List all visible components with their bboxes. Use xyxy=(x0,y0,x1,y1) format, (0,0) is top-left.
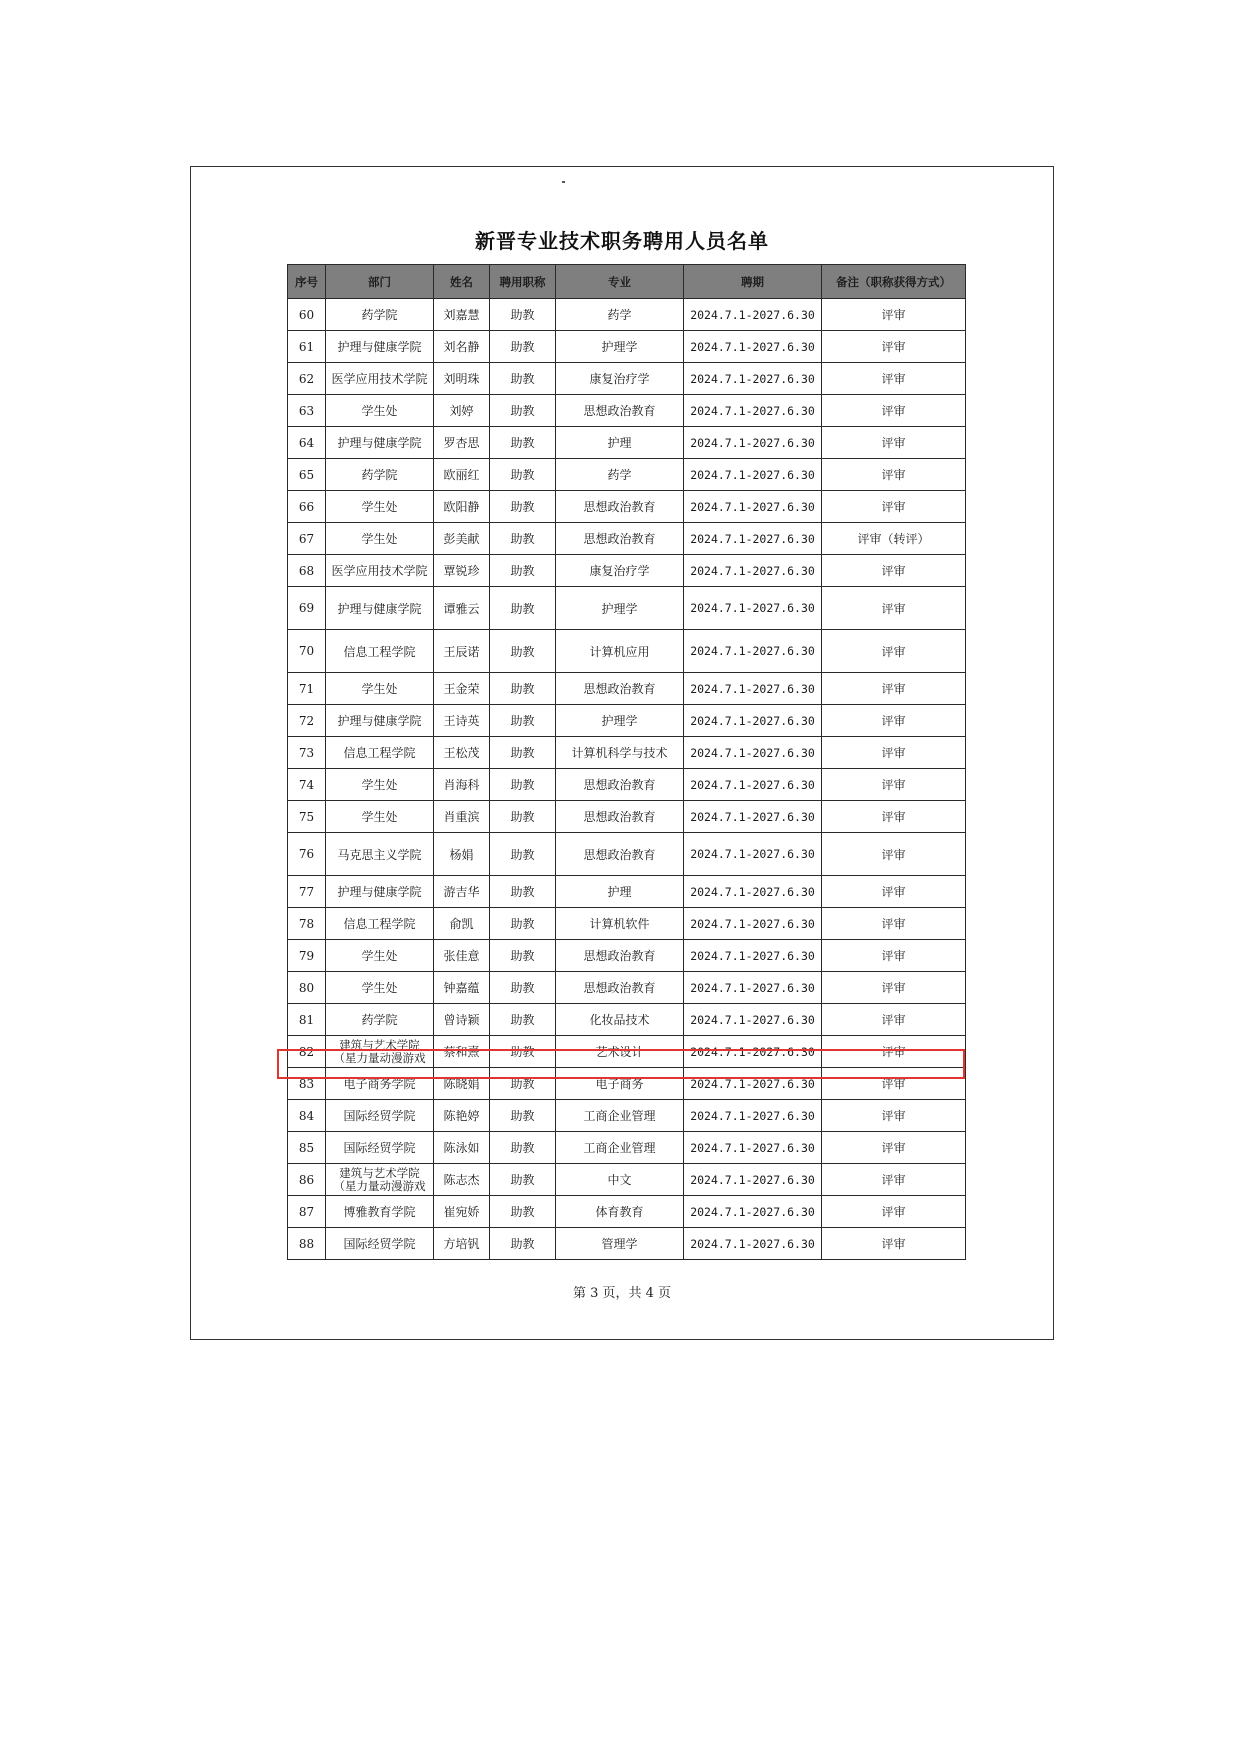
cell-period: 2024.7.1-2027.6.30 xyxy=(684,1100,822,1132)
cell-no: 86 xyxy=(288,1164,326,1196)
table-row xyxy=(288,673,966,705)
cell-department xyxy=(326,1036,434,1068)
cell-no: 62 xyxy=(288,363,326,395)
cell-department: 学生处 xyxy=(326,940,434,972)
cell-no: 84 xyxy=(288,1100,326,1132)
cell-note: 评审 xyxy=(822,1132,966,1164)
cell-department: 马克思主义学院 xyxy=(326,833,434,876)
header-department: 部门 xyxy=(326,265,434,299)
cell-title: 助教 xyxy=(490,459,556,491)
cell-name: 陈晓娟 xyxy=(434,1068,490,1100)
cell-period: 2024.7.1-2027.6.30 xyxy=(684,630,822,673)
cell-period: 2024.7.1-2027.6.30 xyxy=(684,491,822,523)
cell-period: 2024.7.1-2027.6.30 xyxy=(684,673,822,705)
cell-name: 欧阳静 xyxy=(434,491,490,523)
cell-major: 思想政治教育 xyxy=(556,491,684,523)
cell-note: 评审 xyxy=(822,833,966,876)
cell-major: 工商企业管理 xyxy=(556,1132,684,1164)
cell-no: 85 xyxy=(288,1132,326,1164)
cell-period: 2024.7.1-2027.6.30 xyxy=(684,331,822,363)
cell-title: 助教 xyxy=(490,1100,556,1132)
cell-note: 评审 xyxy=(822,1068,966,1100)
cell-no: 80 xyxy=(288,972,326,1004)
table-row xyxy=(288,555,966,587)
cell-note: 评审 xyxy=(822,1100,966,1132)
cell-title: 助教 xyxy=(490,427,556,459)
cell-note: 评审 xyxy=(822,555,966,587)
cell-period: 2024.7.1-2027.6.30 xyxy=(684,737,822,769)
cell-name: 罗杏思 xyxy=(434,427,490,459)
cell-note: 评审 xyxy=(822,737,966,769)
cell-title: 助教 xyxy=(490,299,556,331)
cell-no: 72 xyxy=(288,705,326,737)
cell-major: 康复治疗学 xyxy=(556,363,684,395)
cell-note: 评审 xyxy=(822,1164,966,1196)
cell-period: 2024.7.1-2027.6.30 xyxy=(684,876,822,908)
cell-no: 69 xyxy=(288,587,326,630)
table-row xyxy=(288,1068,966,1100)
cell-major: 思想政治教育 xyxy=(556,940,684,972)
cell-note: 评审 xyxy=(822,705,966,737)
cell-note: 评审 xyxy=(822,1036,966,1068)
cell-department: 信息工程学院 xyxy=(326,908,434,940)
document-title: 新晋专业技术职务聘用人员名单 xyxy=(475,229,769,253)
cell-period: 2024.7.1-2027.6.30 xyxy=(684,427,822,459)
cell-note: 评审 xyxy=(822,459,966,491)
table-row xyxy=(288,299,966,331)
cell-period: 2024.7.1-2027.6.30 xyxy=(684,769,822,801)
cell-major: 药学 xyxy=(556,459,684,491)
cell-no: 65 xyxy=(288,459,326,491)
cell-department: 医学应用技术学院 xyxy=(326,363,434,395)
cell-department: 药学院 xyxy=(326,459,434,491)
cell-no: 75 xyxy=(288,801,326,833)
cell-department: 国际经贸学院 xyxy=(326,1132,434,1164)
table-row xyxy=(288,491,966,523)
cell-name: 王金荣 xyxy=(434,673,490,705)
cell-name: 刘婷 xyxy=(434,395,490,427)
cell-title: 助教 xyxy=(490,833,556,876)
cell-department: 国际经贸学院 xyxy=(326,1100,434,1132)
table-row xyxy=(288,1164,966,1196)
header-major: 专业 xyxy=(556,265,684,299)
header-period: 聘期 xyxy=(684,265,822,299)
cell-department: 学生处 xyxy=(326,801,434,833)
cell-no: 82 xyxy=(288,1036,326,1068)
cell-name: 游吉华 xyxy=(434,876,490,908)
cell-major: 思想政治教育 xyxy=(556,673,684,705)
header-name: 姓名 xyxy=(434,265,490,299)
table-row xyxy=(288,908,966,940)
cell-major: 化妆品技术 xyxy=(556,1004,684,1036)
table-row xyxy=(288,1196,966,1228)
cell-title: 助教 xyxy=(490,908,556,940)
cell-major: 思想政治教育 xyxy=(556,395,684,427)
cell-major: 思想政治教育 xyxy=(556,769,684,801)
cell-department: 护理与健康学院 xyxy=(326,587,434,630)
cell-note: 评审（转评） xyxy=(822,523,966,555)
cell-title: 助教 xyxy=(490,587,556,630)
cell-note: 评审 xyxy=(822,331,966,363)
table-row xyxy=(288,769,966,801)
cell-department: 护理与健康学院 xyxy=(326,427,434,459)
cell-department: 护理与健康学院 xyxy=(326,705,434,737)
cell-department: 药学院 xyxy=(326,1004,434,1036)
cell-title: 助教 xyxy=(490,1164,556,1196)
cell-name: 方培钒 xyxy=(434,1228,490,1260)
cell-period: 2024.7.1-2027.6.30 xyxy=(684,940,822,972)
table-row xyxy=(288,876,966,908)
appointment-table xyxy=(287,264,966,1260)
department-subline: （星力量动漫游戏 xyxy=(333,1178,426,1193)
cell-department: 电子商务学院 xyxy=(326,1068,434,1100)
table-row xyxy=(288,1132,966,1164)
cell-period: 2024.7.1-2027.6.30 xyxy=(684,1228,822,1260)
cell-major: 护理学 xyxy=(556,587,684,630)
cell-department: 博雅教育学院 xyxy=(326,1196,434,1228)
cell-note: 评审 xyxy=(822,1196,966,1228)
cell-note: 评审 xyxy=(822,630,966,673)
cell-name: 覃锐珍 xyxy=(434,555,490,587)
table-row xyxy=(288,1228,966,1260)
cell-department: 学生处 xyxy=(326,523,434,555)
cell-note: 评审 xyxy=(822,673,966,705)
scanned-document-page xyxy=(190,166,1054,1340)
cell-period: 2024.7.1-2027.6.30 xyxy=(684,587,822,630)
cell-no: 60 xyxy=(288,299,326,331)
table-header-row xyxy=(288,265,966,299)
cell-department: 学生处 xyxy=(326,395,434,427)
cell-note: 评审 xyxy=(822,801,966,833)
cell-no: 87 xyxy=(288,1196,326,1228)
cell-note: 评审 xyxy=(822,395,966,427)
cell-period: 2024.7.1-2027.6.30 xyxy=(684,1132,822,1164)
scan-speck xyxy=(562,181,565,183)
cell-period: 2024.7.1-2027.6.30 xyxy=(684,363,822,395)
cell-name: 陈志杰 xyxy=(434,1164,490,1196)
cell-major: 工商企业管理 xyxy=(556,1100,684,1132)
cell-no: 73 xyxy=(288,737,326,769)
cell-period: 2024.7.1-2027.6.30 xyxy=(684,833,822,876)
cell-title: 助教 xyxy=(490,876,556,908)
cell-note: 评审 xyxy=(822,363,966,395)
table-body xyxy=(288,299,966,1260)
cell-major: 体育教育 xyxy=(556,1196,684,1228)
cell-department xyxy=(326,1164,434,1196)
cell-note: 评审 xyxy=(822,908,966,940)
cell-title: 助教 xyxy=(490,555,556,587)
cell-no: 74 xyxy=(288,769,326,801)
cell-major: 计算机应用 xyxy=(556,630,684,673)
cell-major: 思想政治教育 xyxy=(556,972,684,1004)
cell-major: 思想政治教育 xyxy=(556,523,684,555)
cell-period: 2024.7.1-2027.6.30 xyxy=(684,1068,822,1100)
table-row xyxy=(288,363,966,395)
cell-note: 评审 xyxy=(822,876,966,908)
table-row xyxy=(288,1036,966,1068)
cell-major: 计算机软件 xyxy=(556,908,684,940)
table-row xyxy=(288,705,966,737)
table-row xyxy=(288,737,966,769)
cell-period: 2024.7.1-2027.6.30 xyxy=(684,908,822,940)
cell-name: 肖重滨 xyxy=(434,801,490,833)
cell-title: 助教 xyxy=(490,1004,556,1036)
cell-no: 76 xyxy=(288,833,326,876)
cell-name: 蔡和熹 xyxy=(434,1036,490,1068)
table-row xyxy=(288,972,966,1004)
cell-period: 2024.7.1-2027.6.30 xyxy=(684,1196,822,1228)
cell-period: 2024.7.1-2027.6.30 xyxy=(684,555,822,587)
cell-note: 评审 xyxy=(822,299,966,331)
cell-note: 评审 xyxy=(822,587,966,630)
cell-name: 刘名静 xyxy=(434,331,490,363)
header-note: 备注（职称获得方式） xyxy=(822,265,966,299)
cell-title: 助教 xyxy=(490,1036,556,1068)
cell-name: 王松茂 xyxy=(434,737,490,769)
table-row xyxy=(288,395,966,427)
cell-no: 63 xyxy=(288,395,326,427)
cell-title: 助教 xyxy=(490,1196,556,1228)
cell-title: 助教 xyxy=(490,705,556,737)
cell-major: 康复治疗学 xyxy=(556,555,684,587)
department-line: 建筑与艺术学院 xyxy=(339,1165,420,1180)
cell-title: 助教 xyxy=(490,769,556,801)
cell-major: 药学 xyxy=(556,299,684,331)
cell-department: 医学应用技术学院 xyxy=(326,555,434,587)
table-row xyxy=(288,630,966,673)
cell-note: 评审 xyxy=(822,940,966,972)
cell-no: 68 xyxy=(288,555,326,587)
page-number: 第 3 页，共 4 页 xyxy=(572,1286,672,1301)
cell-title: 助教 xyxy=(490,1228,556,1260)
cell-no: 81 xyxy=(288,1004,326,1036)
cell-no: 61 xyxy=(288,331,326,363)
table-row xyxy=(288,427,966,459)
cell-department: 信息工程学院 xyxy=(326,737,434,769)
cell-no: 64 xyxy=(288,427,326,459)
cell-department: 学生处 xyxy=(326,972,434,1004)
cell-period: 2024.7.1-2027.6.30 xyxy=(684,299,822,331)
cell-major: 思想政治教育 xyxy=(556,833,684,876)
cell-name: 曾诗颖 xyxy=(434,1004,490,1036)
cell-major: 计算机科学与技术 xyxy=(556,737,684,769)
cell-title: 助教 xyxy=(490,737,556,769)
table-row xyxy=(288,1004,966,1036)
cell-major: 艺术设计 xyxy=(556,1036,684,1068)
cell-name: 陈艳婷 xyxy=(434,1100,490,1132)
cell-period: 2024.7.1-2027.6.30 xyxy=(684,972,822,1004)
cell-name: 肖海科 xyxy=(434,769,490,801)
cell-title: 助教 xyxy=(490,491,556,523)
cell-name: 谭雅云 xyxy=(434,587,490,630)
cell-name: 崔宛娇 xyxy=(434,1196,490,1228)
cell-title: 助教 xyxy=(490,1068,556,1100)
cell-name: 陈泳如 xyxy=(434,1132,490,1164)
cell-note: 评审 xyxy=(822,1228,966,1260)
cell-department: 护理与健康学院 xyxy=(326,331,434,363)
cell-period: 2024.7.1-2027.6.30 xyxy=(684,801,822,833)
cell-period: 2024.7.1-2027.6.30 xyxy=(684,523,822,555)
cell-name: 王辰诺 xyxy=(434,630,490,673)
cell-major: 护理学 xyxy=(556,705,684,737)
table-row xyxy=(288,1100,966,1132)
table-row xyxy=(288,940,966,972)
cell-note: 评审 xyxy=(822,769,966,801)
cell-department: 学生处 xyxy=(326,491,434,523)
cell-title: 助教 xyxy=(490,630,556,673)
table-row xyxy=(288,801,966,833)
cell-period: 2024.7.1-2027.6.30 xyxy=(684,395,822,427)
cell-department: 学生处 xyxy=(326,673,434,705)
cell-no: 67 xyxy=(288,523,326,555)
cell-name: 俞凯 xyxy=(434,908,490,940)
cell-department: 药学院 xyxy=(326,299,434,331)
cell-name: 杨娟 xyxy=(434,833,490,876)
cell-title: 助教 xyxy=(490,972,556,1004)
cell-note: 评审 xyxy=(822,1004,966,1036)
cell-no: 77 xyxy=(288,876,326,908)
table-row xyxy=(288,331,966,363)
cell-no: 78 xyxy=(288,908,326,940)
cell-name: 彭美献 xyxy=(434,523,490,555)
cell-major: 护理学 xyxy=(556,331,684,363)
cell-name: 刘嘉慧 xyxy=(434,299,490,331)
cell-title: 助教 xyxy=(490,801,556,833)
cell-period: 2024.7.1-2027.6.30 xyxy=(684,1164,822,1196)
header-no: 序号 xyxy=(288,265,326,299)
department-line: 建筑与艺术学院 xyxy=(339,1037,420,1052)
table-row xyxy=(288,833,966,876)
cell-no: 83 xyxy=(288,1068,326,1100)
cell-department: 信息工程学院 xyxy=(326,630,434,673)
cell-title: 助教 xyxy=(490,523,556,555)
cell-period: 2024.7.1-2027.6.30 xyxy=(684,705,822,737)
cell-no: 70 xyxy=(288,630,326,673)
cell-title: 助教 xyxy=(490,395,556,427)
table-row xyxy=(288,523,966,555)
cell-no: 88 xyxy=(288,1228,326,1260)
cell-period: 2024.7.1-2027.6.30 xyxy=(684,459,822,491)
cell-title: 助教 xyxy=(490,1132,556,1164)
cell-major: 护理 xyxy=(556,427,684,459)
cell-major: 思想政治教育 xyxy=(556,801,684,833)
cell-major: 护理 xyxy=(556,876,684,908)
cell-major: 管理学 xyxy=(556,1228,684,1260)
cell-department: 国际经贸学院 xyxy=(326,1228,434,1260)
cell-name: 刘明珠 xyxy=(434,363,490,395)
cell-name: 张佳意 xyxy=(434,940,490,972)
cell-department: 学生处 xyxy=(326,769,434,801)
cell-note: 评审 xyxy=(822,427,966,459)
cell-name: 欧丽红 xyxy=(434,459,490,491)
cell-name: 王诗英 xyxy=(434,705,490,737)
header-title: 聘用职称 xyxy=(490,265,556,299)
cell-department: 护理与健康学院 xyxy=(326,876,434,908)
table-row xyxy=(288,587,966,630)
cell-note: 评审 xyxy=(822,491,966,523)
cell-name: 钟嘉蕴 xyxy=(434,972,490,1004)
cell-no: 66 xyxy=(288,491,326,523)
cell-title: 助教 xyxy=(490,363,556,395)
cell-period: 2024.7.1-2027.6.30 xyxy=(684,1004,822,1036)
cell-major: 中文 xyxy=(556,1164,684,1196)
cell-no: 79 xyxy=(288,940,326,972)
table-row xyxy=(288,459,966,491)
department-subline: （星力量动漫游戏 xyxy=(333,1050,426,1065)
cell-period: 2024.7.1-2027.6.30 xyxy=(684,1036,822,1068)
cell-title: 助教 xyxy=(490,331,556,363)
cell-major: 电子商务 xyxy=(556,1068,684,1100)
cell-title: 助教 xyxy=(490,673,556,705)
cell-title: 助教 xyxy=(490,940,556,972)
cell-note: 评审 xyxy=(822,972,966,1004)
cell-no: 71 xyxy=(288,673,326,705)
